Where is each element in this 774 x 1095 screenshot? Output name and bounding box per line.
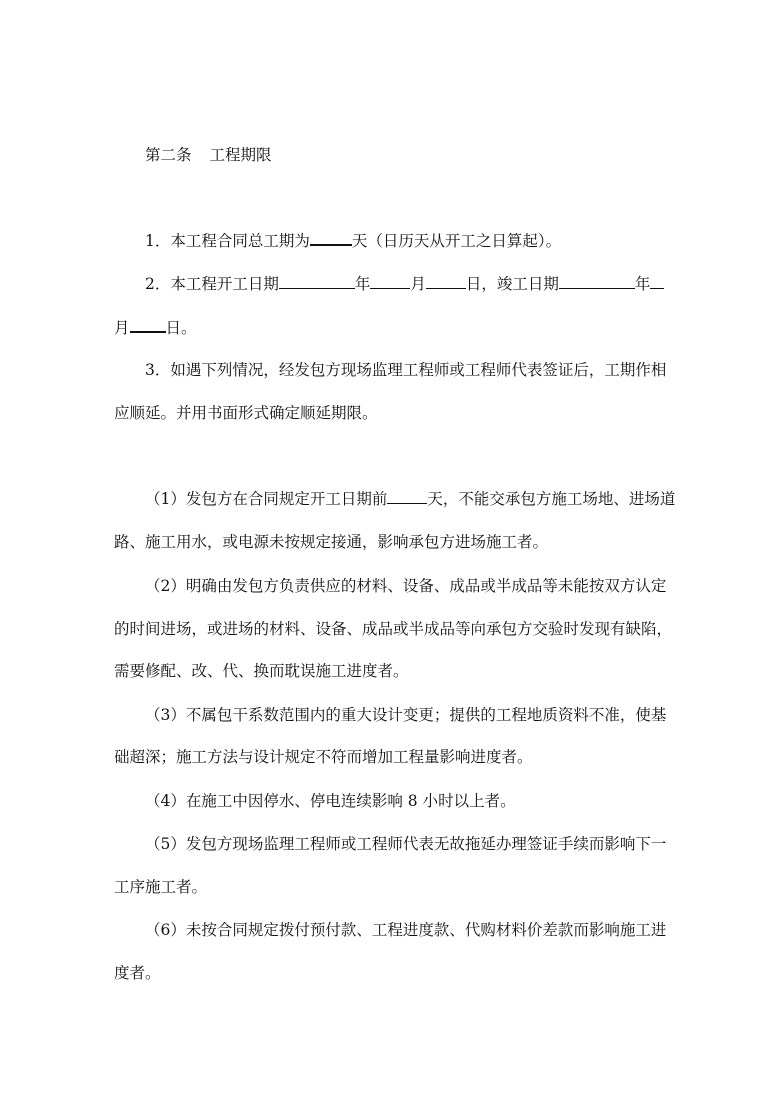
item-1-line2: 路、施工用水，或电源未按规定接通，影响承包方进场施工者。 [114, 533, 549, 551]
clause-3-line1: 3．如遇下列情况，经发包方现场监理工程师或工程师代表签证后，工期作相 [145, 361, 667, 379]
item-6-line1: （6）未按合同规定拨付预付款、工程进度款、代购材料价差款而影响施工进 [145, 921, 667, 939]
item-2-line1: （2）明确由发包方负责供应的材料、设备、成品或半成品等未能按双方认定 [145, 577, 667, 595]
article-title: 工程期限 [209, 146, 272, 164]
blank-start-month [370, 274, 410, 289]
clause-2: 2．本工程开工日期 年 月 日，竣工日期 年 [145, 274, 705, 294]
clause-2-cont: 月 日。 [114, 319, 197, 337]
clause-3-line2: 应顺延。并用书面形式确定顺延期限。 [114, 404, 378, 422]
blank-days-before [387, 489, 427, 504]
item-2-line2: 的时间进场，或进场的材料、设备、成品或半成品等向承包方交验时发现有缺陷， [114, 620, 673, 638]
item-1-line1: （1）发包方在合同规定开工日期前 天，不能交承包方施工场地、进场道 [145, 490, 676, 508]
item-5-line2: 工序施工者。 [114, 878, 208, 896]
blank-end-year [559, 274, 635, 289]
article-heading [145, 145, 705, 165]
item-4-line1: （4）在施工中因停水、停电连续影响 8 小时以上者。 [145, 792, 516, 810]
blank-total-days [310, 230, 352, 246]
blank-end-day [130, 317, 166, 333]
blank-start-year [279, 274, 355, 289]
item-6-line2: 度者。 [114, 964, 161, 982]
article-number: 第二条 [145, 146, 192, 164]
item-5-line1: （5）发包方现场监理工程师或工程师代表无故拖延办理签证手续而影响下一 [145, 835, 667, 853]
blank-end-month-a [650, 274, 664, 289]
clause-1: 1．本工程合同总工期为 天（日历天从开工之日算起）。 [145, 232, 562, 250]
item-2-line3: 需要修配、改、代、换而耽误施工进度者。 [114, 662, 409, 680]
item-3-line1: （3）不属包干系数范围内的重大设计变更；提供的工程地质资料不准，使基 [145, 706, 667, 724]
blank-start-day [426, 274, 466, 289]
item-3-line2: 础超深；施工方法与设计规定不符而增加工程量影响进度者。 [114, 748, 533, 766]
